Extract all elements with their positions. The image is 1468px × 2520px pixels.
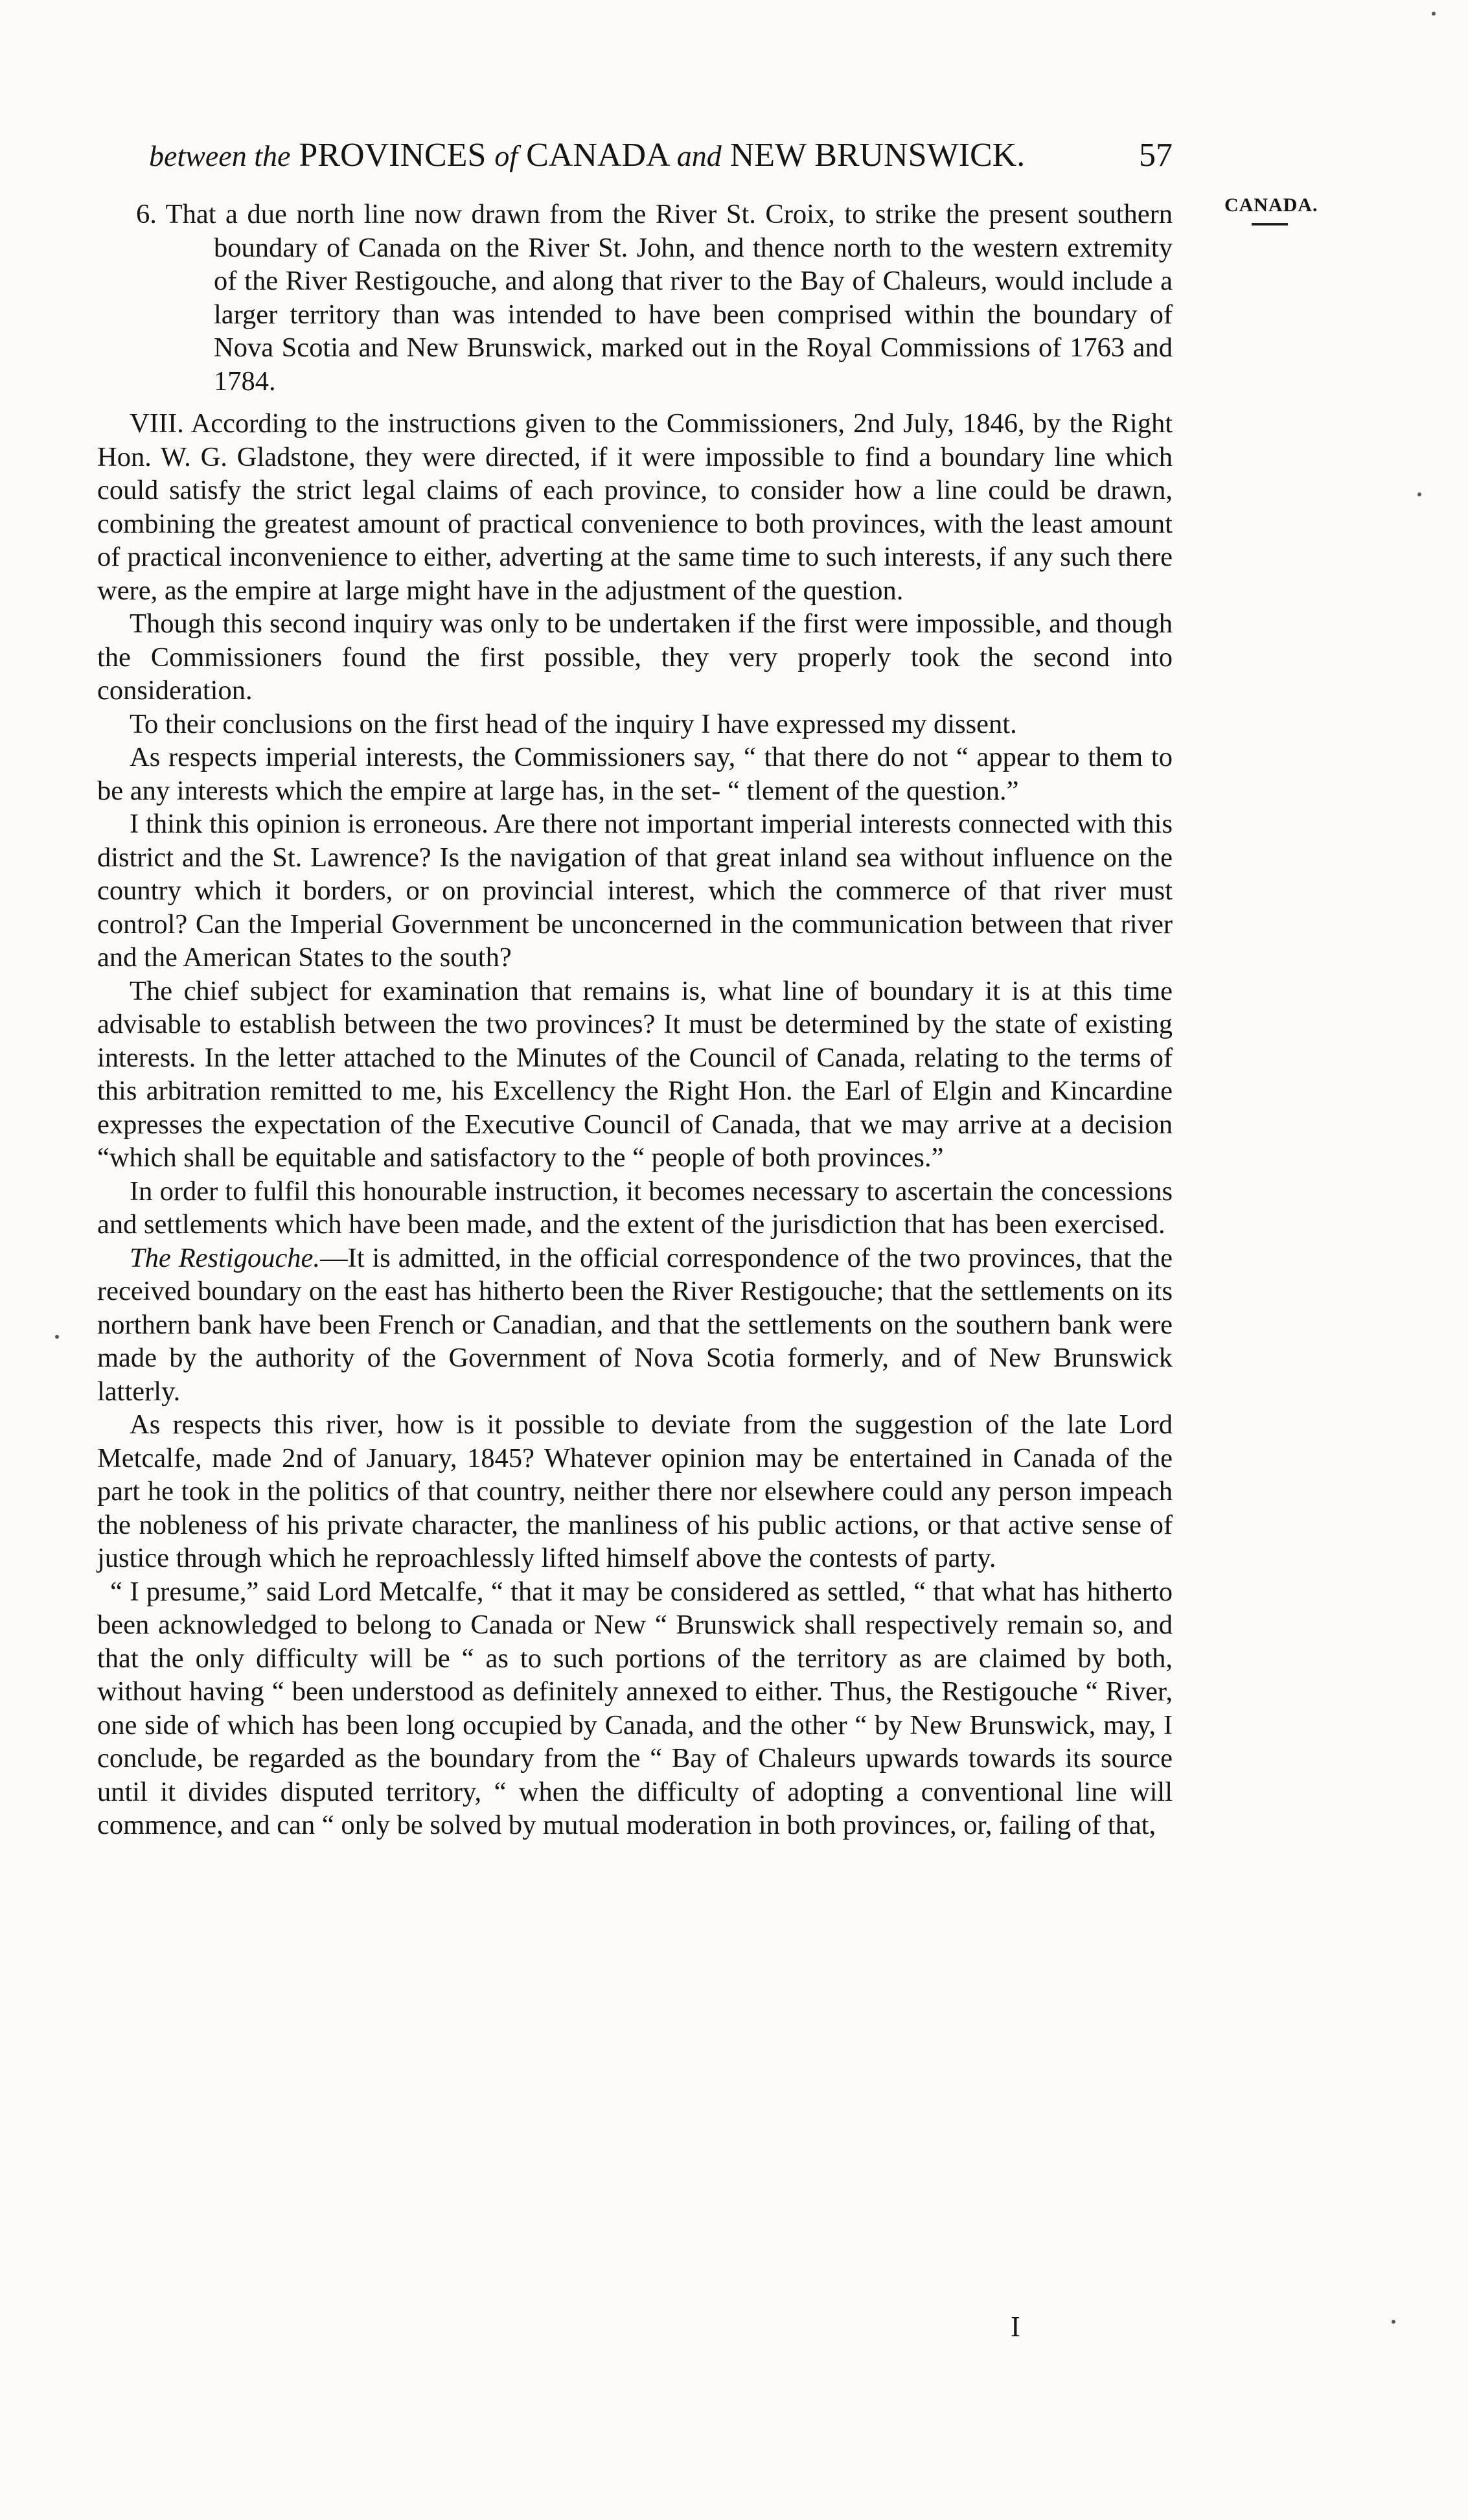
- running-header: [149, 126, 1173, 185]
- signature-mark: I: [1011, 2311, 1020, 2342]
- paragraph-item-6: 6. That a due north line now drawn from the River St. Croix, to strike the present southern boundary of Canada on the River St. John, and thence north to the western extremity of the River Restigouche, and along that river to the Bay of Chaleurs, would include a larger territory than was intended to have been comprised within the boundary of Nova Scotia and New Brunswick, marked out in the Royal Commissions of 1763 and 1784.: [136, 199, 1173, 397]
- marginal-rule: [1252, 223, 1288, 225]
- page-number: 57: [1139, 137, 1173, 174]
- paragraph: As respects this river, how is it possible to deviate from the suggestion of the late Lord Metcalfe, made 2nd of January, 1845? Whatever opinion may be entertained in Canada of the part he took in the politics of that country, neither there nor elsewhere could any person impeach the nobleness of his private character, the manliness of his public actions, or that active sense of justice through which he reproachlessly lifted himself above the contests of party.: [97, 1409, 1173, 1573]
- ink-speck: [1432, 12, 1436, 16]
- running-title: between the PROVINCES of CANADA and NEW BRUNSWICK.: [149, 137, 1026, 174]
- paragraph: I think this opinion is erroneous. Are there not important imperial interests connected with this district and the St. Lawrence? Is the navigation of that great inland sea without influence on the country which it borders, or on provincial interest, which the commerce of that river must control? Can the Imperial Government be unconcerned in the communication between that river and the American States to the south?: [97, 809, 1173, 973]
- ink-speck: [1392, 2320, 1395, 2324]
- paragraph: To their conclusions on the first head of the inquiry I have expressed my dissent.: [130, 708, 1017, 739]
- paragraph: The chief subject for examination that remains is, what line of boundary it is at this time advisable to establish between the two provinces? It must be determined by the state of existing interests. In the letter attached to the Minutes of the Council of Canada, relating to the terms of this arbitration remitted to me, his Excellency the Right Hon. the Earl of Elgin and Kincardine expresses the expectation of the Executive Council of Canada, that we may arrive at a decision “which shall be equitable and satisfactory to the “ people of both provinces.”: [97, 975, 1173, 1173]
- marginal-note: CANADA.: [1224, 194, 1354, 225]
- paragraph: Though this second inquiry was only to be undertaken if the first were impossible, and though the Commissioners found the first possible, they very properly took the second into consideration.: [97, 608, 1173, 706]
- ink-speck: [1417, 492, 1421, 496]
- document-page: [97, 110, 1173, 2482]
- ink-speck: [55, 1335, 59, 1339]
- paragraph-restigouche: The Restigouche.—It is admitted, in the official correspondence of the two provinces, that the received boundary on the east has hitherto been the River Restigouche; that the settlements on its northern bank have been French or Canadian, and that the settlements on the southern bank were made by the authority of the Government of Nova Scotia formerly, and of New Brunswick latterly.: [97, 1242, 1173, 1407]
- paragraph: As respects imperial interests, the Commissioners say, “ that there do not “ appear to them to be any interests which the empire at large has, in the set- “ tlement of the question.”: [97, 742, 1173, 806]
- body-text: [97, 198, 1173, 1842]
- section-heading: The Restigouche.: [130, 1242, 321, 1273]
- paragraph-viii: VIII. According to the instructions given to the Commissioners, 2nd July, 1846, by the Right Hon. W. G. Gladstone, they were directed, if it were impossible to find a boundary line which could satisfy the strict legal claims of each province, to consider how a line could be drawn, combining the greatest amount of practical convenience to both provinces, with the least amount of practical inconvenience to either, adverting at the same time to such interests, if any such there were, as the empire at large might have in the adjustment of the question.: [97, 408, 1173, 606]
- quoted-paragraph: “ I presume,” said Lord Metcalfe, “ that it may be considered as settled, “ that what has hitherto been acknowledged to belong to Canada or New “ Brunswick shall respectively remain so, and that the only difficulty will be “ as to such portions of the territory as are claimed by both, without having “ been understood as definitely annexed to either. Thus, the Restigouche “ River, one side of which has been long occupied by Canada, and the other “ by New Brunswick, may, I conclude, be regarded as the boundary from the “ Bay of Chaleurs upwards towards its source until it divides disputed territory, “ when the difficulty of adopting a conventional line will commence, and can “ only be solved by mutual moderation in both provinces, or, failing of that,: [97, 1576, 1173, 1840]
- paragraph: In order to fulfil this honourable instruction, it becomes necessary to ascertain the concessions and settlements which have been made, and the extent of the jurisdiction that has been exercised.: [97, 1175, 1173, 1240]
